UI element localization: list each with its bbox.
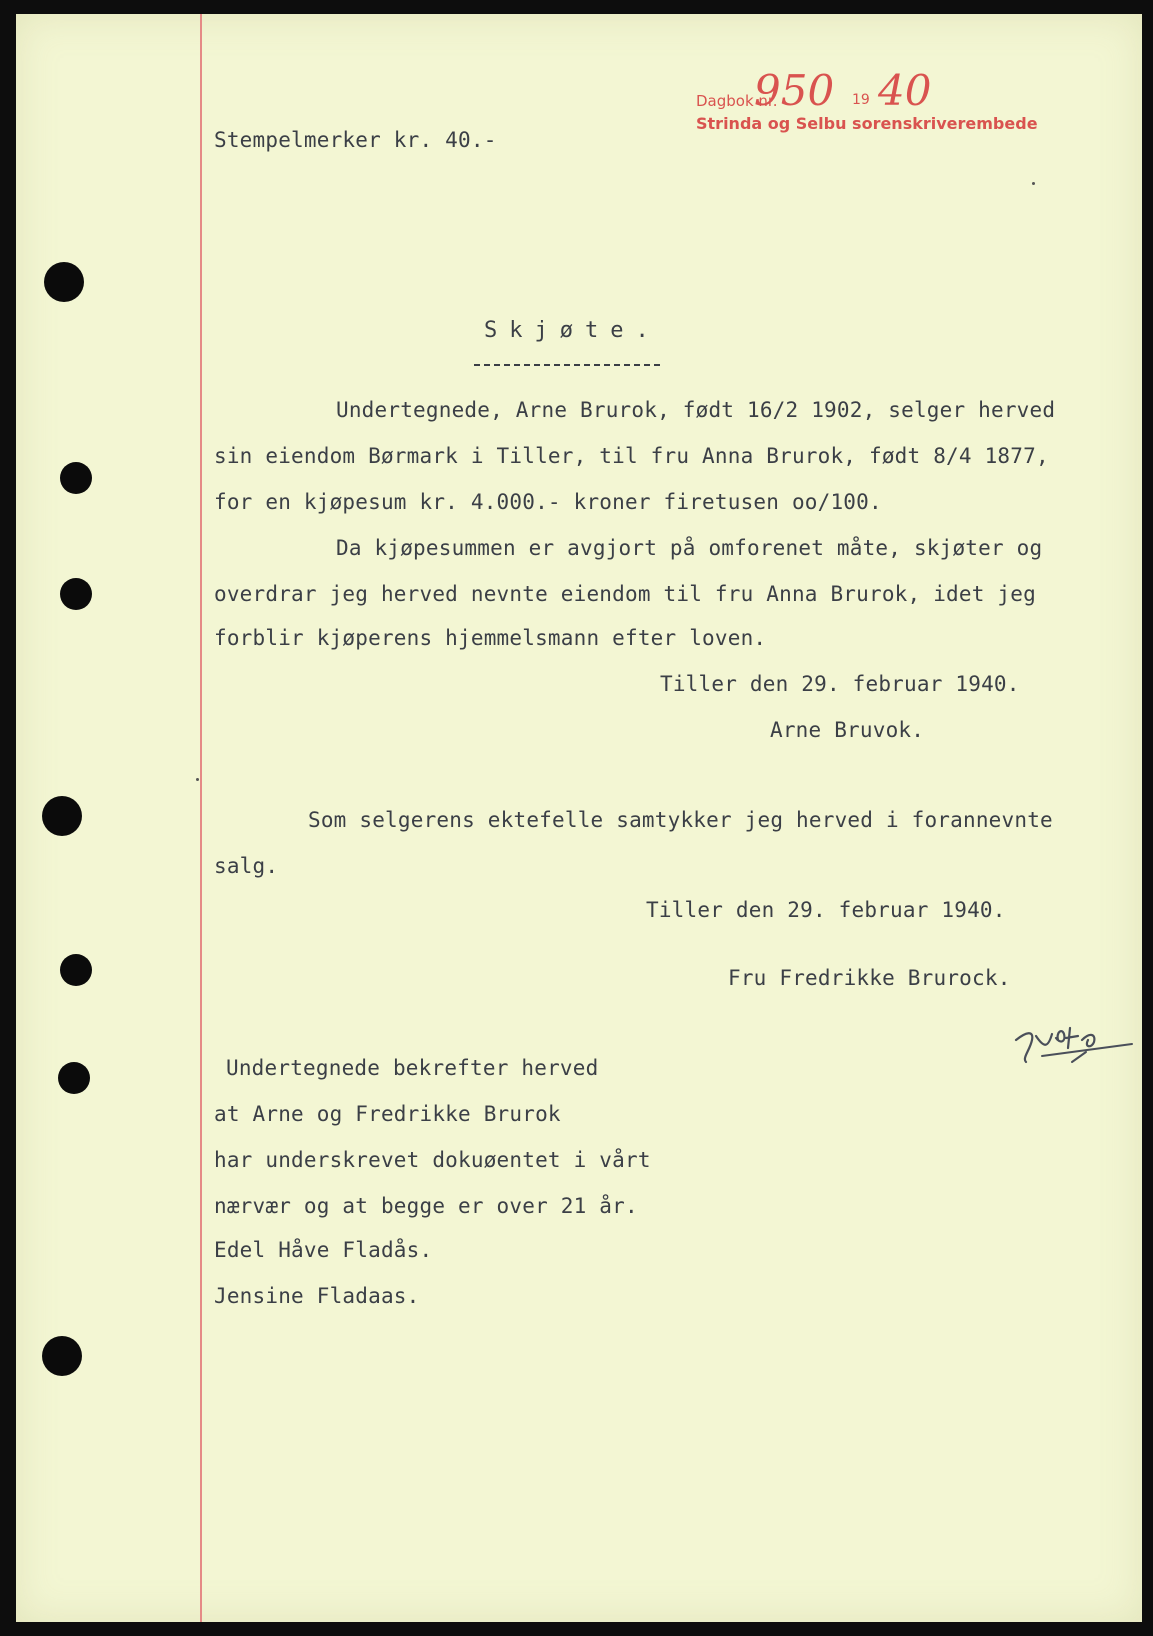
date-line: Tiller den 29. februar 1940.: [646, 898, 1006, 922]
stamp-office: Strinda og Selbu sorenskriverembede: [696, 114, 1038, 133]
punch-hole: [42, 796, 82, 836]
punch-hole: [60, 954, 92, 986]
title-underline: [474, 364, 660, 366]
witness-line: at Arne og Fredrikke Brurok: [214, 1102, 561, 1126]
handwritten-initials: [1012, 1018, 1142, 1078]
stamp-handwritten-year: 40: [878, 66, 932, 115]
signature-seller: Arne Bruvok.: [770, 718, 925, 742]
text-line: Som selgerens ektefelle samtykker jeg herved i forannevnte: [308, 808, 1053, 832]
stamp-dagbok-label: Dagbok nr.: [696, 92, 778, 110]
witness-line: nærvær og at begge er over 21 år.: [214, 1194, 638, 1218]
witness-line: har underskrevet dokuøentet i vårt: [214, 1148, 651, 1172]
text-line: salg.: [214, 854, 279, 878]
punch-hole: [60, 462, 92, 494]
speck: [1032, 182, 1035, 185]
stamp-fee: Stempelmerker kr. 40.-: [214, 128, 497, 152]
signature-spouse: Fru Fredrikke Brurock.: [728, 966, 1011, 990]
text-line: sin eiendom Børmark i Tiller, til fru Anna Brurok, født 8/4 1877,: [214, 444, 1049, 468]
punch-hole: [42, 1336, 82, 1376]
text-line: overdrar jeg herved nevnte eiendom til fru Anna Brurok, idet jeg: [214, 582, 1036, 606]
witness-signature: Edel Håve Fladås.: [214, 1238, 433, 1262]
text-line: for en kjøpesum kr. 4.000.- kroner firetusen oo/100.: [214, 490, 882, 514]
margin-line: [200, 14, 202, 1622]
stamp-year-prefix: 19: [852, 92, 870, 108]
punch-hole: [44, 262, 84, 302]
date-line: Tiller den 29. februar 1940.: [660, 672, 1020, 696]
punch-hole: [58, 1062, 90, 1094]
document-title: Skjøte.: [484, 318, 661, 343]
text-line: Undertegnede, Arne Brurok, født 16/2 1902, selger herved: [336, 398, 1056, 422]
text-line: Da kjøpesummen er avgjort på omforenet måte, skjøter og: [336, 536, 1043, 560]
text-line: forblir kjøperens hjemmelsmann efter loven.: [214, 626, 767, 650]
witness-line: Undertegnede bekrefter herved: [226, 1056, 599, 1080]
punch-hole: [60, 578, 92, 610]
witness-signature: Jensine Fladaas.: [214, 1284, 420, 1308]
stamp-handwritten-number: 950: [754, 66, 835, 115]
speck: [196, 778, 199, 781]
